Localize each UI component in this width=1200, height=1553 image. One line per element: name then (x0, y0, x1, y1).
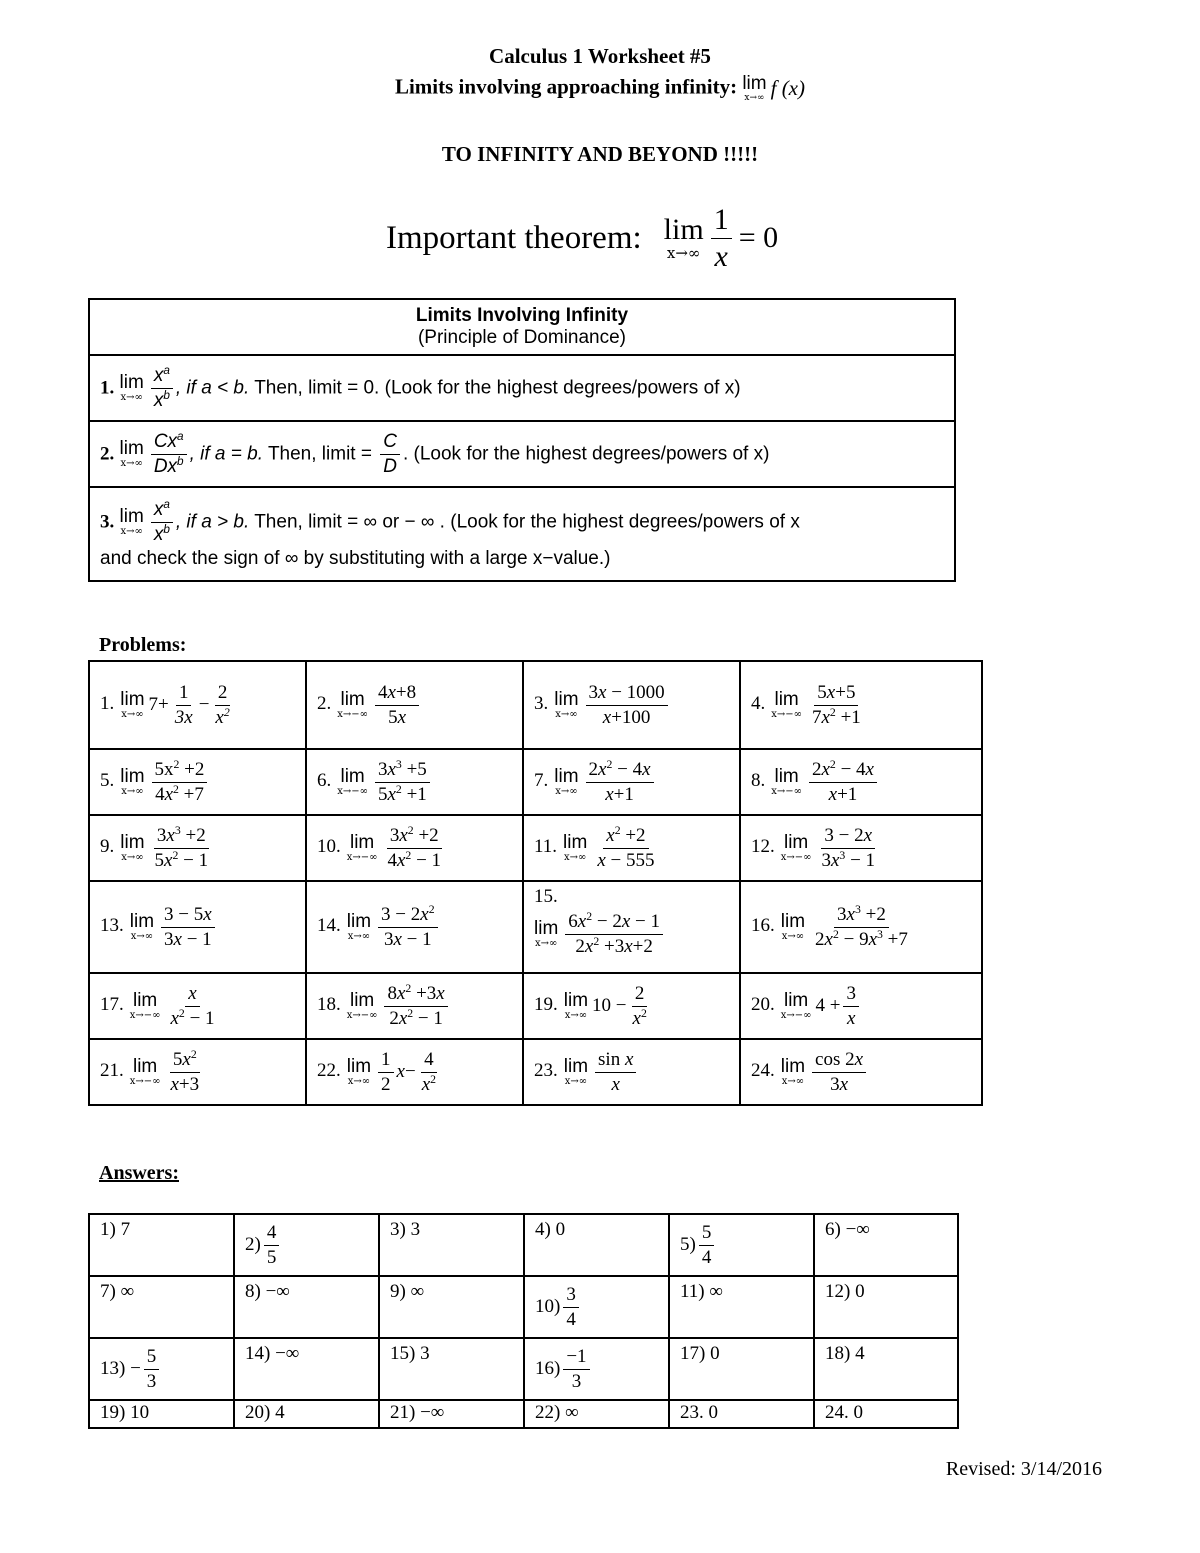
problem-7: 7. lim x→∞ $\frac{2x^2 - 4x}{x+1}$ (523, 749, 740, 815)
answer-7: 7) ∞ (89, 1276, 234, 1338)
worksheet-title: Calculus 1 Worksheet #5 (489, 44, 711, 68)
important-theorem: Important theorem: lim x→∞ $\frac{1}{x}$ = 0 (386, 203, 779, 273)
problem-16: 16. lim x→∞ $\frac{3x^3 +2}{2x^2 - 9x^3 +7}$ (740, 881, 982, 973)
problem-19: 19. lim x→∞ 10 − $\frac{2}{x^2}$ (523, 973, 740, 1039)
problem-23: 23. lim x→∞ $\frac{\text{sin x}}{x}$ (523, 1039, 740, 1105)
problem-15: 15. lim x→∞ $\frac{6x^2 - 2x - 1}{2x^2 +3x+2}$ (523, 881, 740, 973)
problem-4: 4. lim x→−∞ $\frac{5x+5}{7x^2 +1}$ (740, 661, 982, 749)
answer-23: 23. 0 (669, 1400, 814, 1428)
answer-22: 22) ∞ (524, 1400, 669, 1428)
problem-10: 10. lim x→−∞ $\frac{3x^2 +2}{4x^2 - 1}$ (306, 815, 523, 881)
answer-20: 20) 4 (234, 1400, 379, 1428)
problem-13: 13. lim x→∞ $\frac{3 - 5x}{3x - 1}$ (89, 881, 306, 973)
answer-16: 16) $\frac{-1}{3}$ (524, 1338, 669, 1400)
answer-17: 17) 0 (669, 1338, 814, 1400)
problem-22: 22. lim x→∞ $\frac{1}{2}$ x − $\frac{4}{x^2}$ (306, 1039, 523, 1105)
answer-6: 6) −∞ (814, 1214, 958, 1276)
principle-row-3: 3. lim x→∞ $\frac{x^a}{x^b}$ , if a > b. Then, limit = ∞ or − ∞ . (Look for the highest degrees/powers of x and check the sign of ∞ by substituting with a large x−value.) (89, 487, 955, 581)
theorem-label: Important theorem: (386, 219, 642, 256)
problem-5: 5. lim x→∞ $\frac{5x^2 +2}{4x^2 +7}$ (89, 749, 306, 815)
worksheet-subtitle: Limits involving approaching infinity: lim x→∞ f (x) (394, 73, 806, 103)
subtitle-fx: f (x) (770, 76, 806, 100)
revised-date: Revised: 3/14/2016 (945, 1458, 1102, 1480)
problem-6: 6. lim x→−∞ $\frac{3x^3 +5}{5x^2 +1}$ (306, 749, 523, 815)
answer-3: 3) 3 (379, 1214, 524, 1276)
problems-table (88, 660, 983, 1106)
problem-12: 12. lim x→−∞ $\frac{3 - 2x}{3x^3 - 1}$ (740, 815, 982, 881)
answer-19: 19) 10 (89, 1400, 234, 1428)
principle-subtitle: (Principle of Dominance) (417, 327, 627, 348)
problems-heading: Problems: (99, 634, 187, 656)
problem-2: 2. lim x→−∞ $\frac{4x+8}{5x}$ (306, 661, 523, 749)
problem-3: 3. lim x→∞ $\frac{3x - 1000}{x+100}$ (523, 661, 740, 749)
principle-row-1: 1. lim x→∞ $\frac{x^a}{x^b}$ , if a < b. Then, limit = 0. (Look for the highest degrees/powers of x) (89, 355, 955, 421)
answer-9: 9) ∞ (379, 1276, 524, 1338)
answer-15: 15) 3 (379, 1338, 524, 1400)
problem-24: 24. lim x→∞ $\frac{\cos 2x}{3x}$ (740, 1039, 982, 1105)
problem-11: 11. lim x→∞ $\frac{x^2 +2}{x - 555}$ (523, 815, 740, 881)
principle-table (88, 298, 956, 582)
answer-24: 24. 0 (814, 1400, 958, 1428)
answers-heading: Answers: (99, 1162, 179, 1184)
answer-2: 2) $\frac{4}{5}$ (234, 1214, 379, 1276)
answer-5: 5) $\frac{5}{4}$ (669, 1214, 814, 1276)
answer-8: 8) −∞ (234, 1276, 379, 1338)
answer-12: 12) 0 (814, 1276, 958, 1338)
problem-9: 9. lim x→∞ $\frac{3x^3 +2}{5x^2 - 1}$ (89, 815, 306, 881)
principle-title: Limits Involving Infinity (415, 305, 629, 326)
answers-table (88, 1213, 959, 1429)
problem-21: 21. lim x→−∞ $\frac{5x^2}{x+3}$ (89, 1039, 306, 1105)
answer-14: 14) −∞ (234, 1338, 379, 1400)
problem-20: 20. lim x→−∞ 4 + $\frac{3}{x}$ (740, 973, 982, 1039)
subtitle-text: Limits involving approaching infinity: (394, 74, 738, 99)
answer-21: 21) −∞ (379, 1400, 524, 1428)
answer-13: 13) − $\frac{5}{3}$ (89, 1338, 234, 1400)
problem-14: 14. lim x→∞ $\frac{3 - 2x^2}{3x - 1}$ (306, 881, 523, 973)
answer-1: 1) 7 (89, 1214, 234, 1276)
problem-1: 1. lim x→∞ 7+ $\frac{1}{3x}$ − $\frac{2}{x^2}$ (89, 661, 306, 749)
problem-18: 18. lim x→−∞ $\frac{8x^2 +3x}{2x^2 - 1}$ (306, 973, 523, 1039)
problem-17: 17. lim x→−∞ $\frac{x}{x^2 - 1}$ (89, 973, 306, 1039)
problem-8: 8. lim x→−∞ $\frac{2x^2 - 4x}{x+1}$ (740, 749, 982, 815)
answer-4: 4) 0 (524, 1214, 669, 1276)
answer-11: 11) ∞ (669, 1276, 814, 1338)
principle-row-2: 2. lim x→∞ $\frac{Cx^a}{Dx^b}$ , if a = b. Then, limit = $\frac{C}{D}$ . (Look for the highest degrees/powers of x) (89, 421, 955, 487)
tagline: TO INFINITY AND BEYOND !!!!! (441, 142, 759, 166)
answer-10: 10) $\frac{3}{4}$ (524, 1276, 669, 1338)
answer-18: 18) 4 (814, 1338, 958, 1400)
